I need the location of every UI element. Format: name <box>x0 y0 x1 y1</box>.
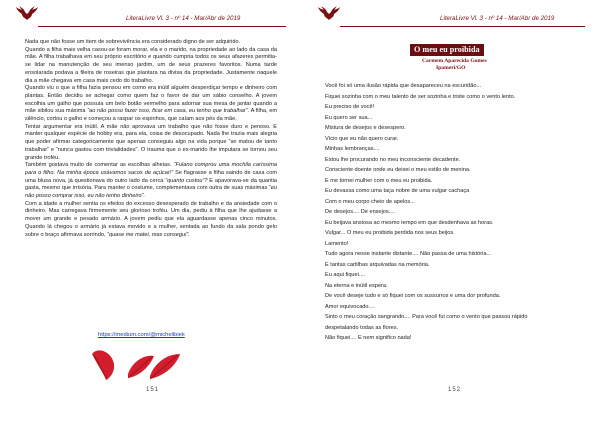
poem-line: Consciente doente onde eu deixei o meu estilo de menina. <box>325 167 471 173</box>
poem-line: Eu aqui fiquei.... <box>325 272 366 278</box>
poem-line: Fiquei sozinha com o meu talento de ser sozinha e triste como o vento lento. <box>325 93 516 100</box>
poem-line: Com o meu corpo cheio de apelos... <box>325 198 415 205</box>
poem-line: Não fiquei.... E nem significo nada! <box>325 335 412 341</box>
quote-span: “eu não posso comprar isso, eu não tenho dinheiro”. <box>25 185 277 200</box>
poem-line: Na eterna e inútil espera. <box>325 282 388 289</box>
poem-title: O meu eu proibida <box>410 44 484 56</box>
poem-line: Amor equivocado.... <box>325 303 375 310</box>
paragraph: Quando a filha mais velha casou-se foram morar, ela e o marido, na propriedade ao lado da casa da mãe. A filha trabalhava em seu próprio escritório e quando cumpria todos os seus afazeres permitia-se lidar na manutenção de seu imenso jardim, um de seus prazeres favoritos. Numa tarde ensolarada podava a fileira de roseiras que plantara na divisa da propriedade. Justamente naquele dia a mãe chegava em casa mais cedo do trabalho. <box>25 46 277 84</box>
poem-line: Eu devassa como uma taça nobre de uma vulgar cachaça <box>325 188 470 194</box>
poem-line: Lamento! <box>325 240 349 247</box>
text-span: E apavorava-se da quantia gasta, mesmo que irrisória. Para manter o costume, complementava com outra de suas máximas <box>25 177 277 192</box>
header-text: LiteraLivre Vl. 3 - nº 14 - Mar/Abr de 2019 <box>126 15 241 22</box>
paragraph: Nada que não fosse um item de sobrevivência era considerado digno de ser adquirido. <box>25 39 241 45</box>
feather-icon <box>92 350 114 380</box>
quote-span: “ao não posso fazer isso, ficar em casa, eu tenho que trabalhar”. <box>87 108 250 115</box>
text-span: Quando viu o que a filha fazia pensou em como era inútil alguém desperdiçar tempo e dinheiro com plantas. Então decidiu se achegar como quem faz o favor de dar um sábio conselho. A jovem escolhia um galho que possuía um belo botão vermelho para adornar sua mesa de jantar quando a mãe sibilou sua máxima <box>25 85 277 115</box>
poem-line: Eu quero ser sua... <box>325 114 373 121</box>
poem-location: Ipameri/GO <box>436 65 466 71</box>
poem-line: Mistura de desejos e desespero. <box>325 125 406 131</box>
text-span: Se flagrasse a filha saindo de casa com uma blusa nova, já questionava do outro lado da cerca <box>25 169 277 184</box>
page-number: 151 <box>146 387 160 393</box>
text-span: A filha, em silêncio, cortou o galho e começou a raspar os espinhos, que caíam aos pés da mãe. <box>25 108 278 123</box>
header-text: LiteraLivre Vl. 3 - nº 14 - Mar/Abr de 2019 <box>440 15 555 22</box>
author-link[interactable]: https://medium.com/@michelibiek <box>98 332 185 338</box>
right-header <box>300 6 600 26</box>
poem-line: De desejos.... De ensejos.... <box>325 209 395 215</box>
poem-line: Estou lhe procurando no meu inconsciente decadente. <box>325 156 461 163</box>
poem-line: Você foi só uma ilusão rápida que desapareceu na escuridão... <box>325 83 482 89</box>
paragraph <box>25 201 277 240</box>
story-body <box>25 39 277 239</box>
winged-heart-logo-icon <box>16 6 38 24</box>
feather-icon <box>128 356 154 378</box>
poem-line: Sinto o meu coração sangrando.... Para você fui como o vento que passou rápido <box>325 314 528 320</box>
header-rule <box>340 26 585 27</box>
poem-line: despetalando todas as flores. <box>325 324 399 331</box>
poem-line: De você deseje tudo e só fiquei com os sussurros e uma dor profunda. <box>325 293 501 299</box>
quote-span: “quase me matei, mas consegui”. <box>107 231 190 238</box>
right-page <box>300 0 600 424</box>
winged-heart-logo-icon <box>318 6 340 24</box>
paragraph <box>25 85 277 124</box>
quote-span: “quanto custou”? <box>165 177 208 184</box>
text-span: Com a idade a mulher sentia os efeitos do excesso desesperado de trabalho e da ansiedade com o dinheiro. Mas carregava firmemente seu glorioso troféu. Um dia, pediu à filha que lhe ajudasse a mover um grande e pesado armário. A jovem pediu que ela aguardasse apenas cinco minutos. Quando lá chegou o armário já estava movido e a mulher, sentada ao fundo da sala pondo gelo sobre o braço afirmava sorrindo, <box>25 200 277 238</box>
header-rule <box>38 26 286 27</box>
poem-line: E me tornei mulher com o meu eu proibida. <box>325 177 433 184</box>
poem-line: Minhas lembranças.... <box>325 146 380 152</box>
paragraph <box>25 162 277 201</box>
poem-author: Carmem Aparecida Gomes <box>422 58 487 64</box>
poem-line: Vulgar... O meu eu proibida perdida nos seus beijos. <box>325 230 455 236</box>
page-number: 152 <box>448 387 462 393</box>
poem-line: Vício que eu não quero curar. <box>325 135 399 142</box>
poem-line: Eu preciso de você! <box>325 104 375 110</box>
quote-span: “Fulano comprou uma mochila caríssima para o filho. Na minha época usávamos sacos de açúcar!” <box>25 162 277 176</box>
poem-body <box>325 81 585 344</box>
poem-line: E tantas cartilhas arquivadas na memória. <box>325 261 430 268</box>
feather-icon <box>150 354 180 379</box>
feathers-decoration <box>88 344 188 382</box>
poem-line: Eu beijava ansiosa ao mesmo tempo em que desdenhava as horas. <box>325 219 494 226</box>
poem-line: Tudo agora nesse instante distante.... Não passa de uma história... <box>325 251 492 257</box>
left-header <box>0 6 300 26</box>
paragraph: Tentar argumentar era inútil. A mãe não aprovava um trabalho que não fosse duro e penoso. E manter qualquer espécie de hobby era, para ela, coisa de desocupado. Nada lhe trazia mais alegria que poder afirmar categoricamente que apenas conseguiu algo na vida porque “se matou de tanto trabalhar” e “nunca gastou com trivialidades”. O trauma que o ex-marido lhe imputara se tornou seu grande troféu. <box>25 123 277 161</box>
text-span: Também gostava muito de comentar as escolhas alheias. <box>25 162 172 169</box>
